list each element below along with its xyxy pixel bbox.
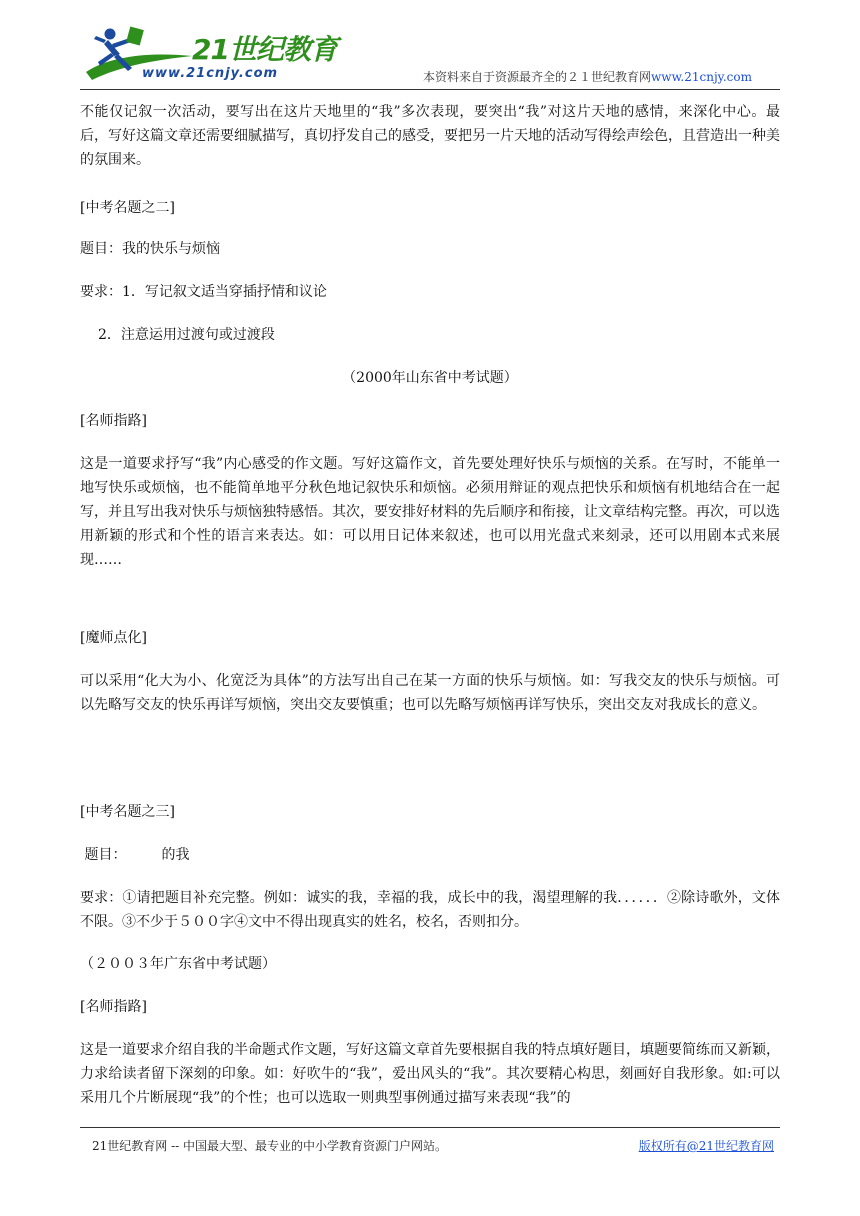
source-3: （２００３年广东省中考试题）	[80, 956, 276, 972]
guide-2-title: [名师指路]	[80, 413, 147, 429]
footer-copyright-link[interactable]: 版权所有@21世纪教育网	[638, 1139, 774, 1153]
page-header	[80, 26, 780, 90]
footer-divider	[80, 1127, 780, 1128]
header-note-text: 本资料来自于资源最齐全的２１世纪教育网	[423, 70, 652, 84]
guide-3-title: [名师指路]	[80, 999, 147, 1015]
topic-3: 题目： 的我	[80, 847, 190, 863]
guide-2-text: 这是一道要求抒写“我”内心感受的作文题。写好这篇作文，首先要处理好快乐与烦恼的关系。在写时，不能单一地写快乐或烦恼，也不能简单地平分秋色地记叙快乐和烦恼。必须用辩证的观点把快乐和烦恼有机地结合在一起写，并且写出我对快乐与烦恼独特感悟。其次，要安排好材料的先后顺序和衔接，让文章结构完整。再次，可以选用新颖的形式和个性的语言来表达。如：可以用日记体来叙述，也可以用光盘式来刻录，还可以用剧本式来展现……	[80, 456, 780, 568]
requirement-3: 要求：①请把题目补充完整。例如：诚实的我，幸福的我，成长中的我，渴望理解的我．．．．．．②除诗歌外，文体不限。③不少于５００字④文中不得出现真实的姓名，校名，否则扣分。	[80, 890, 780, 930]
requirement-2-1: 要求：1．写记叙文适当穿插抒情和议论	[80, 284, 327, 300]
requirement-2-2: 2．注意运用过渡句或过渡段	[98, 327, 275, 343]
section-heading-3: [中考名题之三]	[80, 804, 175, 820]
topic-2: 题目：我的快乐与烦恼	[80, 241, 220, 257]
logo-url: www.21cnjy.com	[142, 66, 279, 81]
site-logo[interactable]	[80, 26, 350, 88]
section-heading-2: [中考名题之二]	[80, 200, 175, 216]
guide-3-text: 这是一道要求介绍自我的半命题式作文题，写好这篇文章首先要根据自我的特点填好题目，填题要简练而又新颖，力求给读者留下深刻的印象。如：好吹牛的“我”，爱出风头的“我”。其次要精心构思，刻画好自我形象。如:可以采用几个片断展现“我”的个性；也可以选取一则典型事例通过描写来表现“我”的	[80, 1042, 780, 1106]
header-divider	[80, 89, 780, 90]
source-2: （2000年山东省中考试题）	[342, 370, 518, 386]
header-note-link[interactable]: www.21cnjy.com	[651, 70, 752, 84]
magic-2-text: 可以采用“化大为小、化宽泛为具体”的方法写出自己在某一方面的快乐与烦恼。如：写我交友的快乐与烦恼。可以先略写交友的快乐再详写烦恼，突出交友要慎重；也可以先略写烦恼再详写快乐，突出交友对我成长的意义。	[80, 673, 780, 713]
header-note	[423, 68, 752, 85]
logo-text: 21世纪教育	[192, 33, 337, 66]
footer-text: 21世纪教育网 -- 中国最大型、最专业的中小学教育资源门户网站。	[92, 1139, 448, 1153]
paragraph-intro: 不能仅记叙一次活动，要写出在这片天地里的“我”多次表现，要突出“我”对这片天地的感情，来深化中心。最后，写好这篇文章还需要细腻描写，真切抒发自己的感受，要把另一片天地的活动写得绘声绘色，且营造出一种美的氛围来。	[80, 104, 780, 168]
magic-2-title: [魔师点化]	[80, 630, 147, 646]
